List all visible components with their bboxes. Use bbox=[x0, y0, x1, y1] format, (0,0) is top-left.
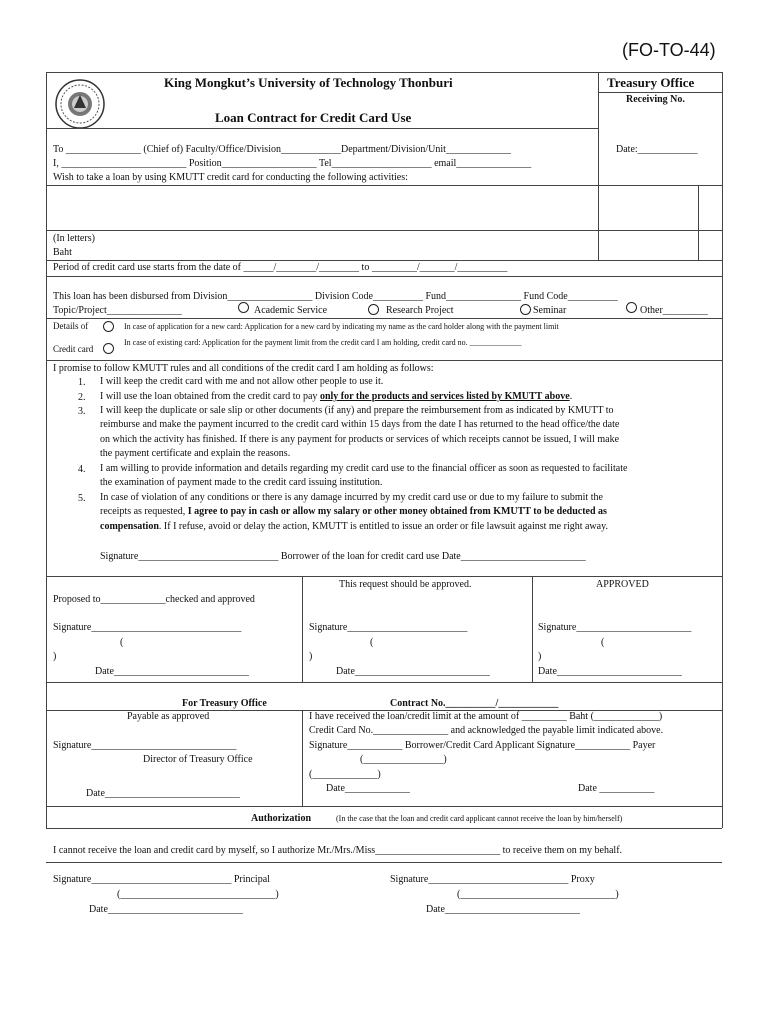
approver-3-signature[interactable]: Signature_______________________ bbox=[538, 622, 692, 633]
new-card-option: In case of application for a new card: Application for a new card by indicating my name as the card holder along with the payment limit bbox=[124, 322, 559, 331]
promise-intro: I promise to follow KMUTT rules and all conditions of the credit card I am holding as follows: bbox=[53, 363, 434, 374]
principal-name[interactable]: (_______________________________) bbox=[117, 889, 279, 900]
amount-line bbox=[46, 260, 722, 261]
promise-item-4-line-1: I am willing to provide information and details regarding my credit card use to the financial officer as soon as requested to facilitate bbox=[100, 463, 628, 474]
authorization-bottom-line bbox=[46, 862, 722, 863]
treasury-date[interactable]: Date___________________________ bbox=[86, 788, 240, 799]
proxy-signature[interactable]: Signature____________________________ Proxy bbox=[390, 874, 595, 885]
date-field[interactable]: Date:____________ bbox=[616, 144, 698, 155]
treasury-bottom-line bbox=[46, 806, 722, 807]
approver-3-paren-open: ( bbox=[601, 637, 605, 648]
university-seal-icon bbox=[54, 78, 106, 130]
approver-1-paren-open: ( bbox=[120, 637, 124, 648]
existing-card-radio[interactable] bbox=[103, 343, 114, 354]
university-name: King Mongkut’s University of Technology Thonburi bbox=[164, 75, 453, 90]
promise-item-4-line-2: the examination of payment made to the credit card issuing institution. bbox=[100, 477, 383, 488]
promise-item-3-line-2: reimburse and make the payment incurred to the credit card within 15 days from the date I has returned to the head office/the date bbox=[100, 419, 620, 430]
item-number-1: 1. bbox=[78, 377, 86, 388]
treasury-divider-mid bbox=[302, 710, 303, 806]
promise-item-5-line-1: In case of violation of any conditions or there is any damage incurred by my credit card use or due to my failure to submit the bbox=[100, 492, 603, 503]
received-paren-a: (________________) bbox=[360, 754, 447, 765]
approver-2-date[interactable]: Date___________________________ bbox=[336, 666, 490, 677]
item-number-3: 3. bbox=[78, 406, 86, 417]
item-number-2: 2. bbox=[78, 392, 86, 403]
should-approve-label: This request should be approved. bbox=[339, 579, 472, 590]
promise-item-5-end: . If I refuse, avoid or delay the action, KMUTT is entitled to issue an order or file lawsuit against me right away. bbox=[158, 521, 608, 532]
authorization-line bbox=[46, 828, 722, 829]
director-label: Director of Treasury Office bbox=[143, 754, 253, 765]
authorization-text[interactable]: I cannot receive the loan and credit card by myself, so I authorize Mr./Mrs./Miss_________________________ to receive them on my behalf. bbox=[53, 845, 623, 856]
approver-3-paren-close: ) bbox=[538, 651, 542, 662]
applicant-line-2[interactable]: I, _________________________ Position___________________ Tel____________________ email_______________ bbox=[53, 158, 532, 169]
promise-item-2-emphasis: only for the products and services listed by KMUTT above bbox=[319, 391, 570, 402]
other-label: Other_________ bbox=[640, 305, 708, 316]
period-bottom-line bbox=[46, 276, 722, 277]
title-underline bbox=[46, 128, 598, 129]
new-card-radio[interactable] bbox=[103, 321, 114, 332]
form-code: (FO-TO-44) bbox=[622, 40, 716, 60]
item-number-4: 4. bbox=[78, 464, 86, 475]
received-line-2[interactable]: Credit Card No._______________ and acknowledged the payable limit indicated above. bbox=[309, 725, 664, 736]
proposed-to[interactable]: Proposed to_____________checked and approved bbox=[53, 594, 255, 605]
treasury-divider bbox=[598, 72, 599, 260]
form-title: Loan Contract for Credit Card Use bbox=[215, 110, 412, 125]
promise-item-1: I will keep the credit card with me and not allow other people to use it. bbox=[100, 376, 384, 387]
approver-2-signature[interactable]: Signature________________________ bbox=[309, 622, 468, 633]
principal-signature[interactable]: Signature____________________________ Principal bbox=[53, 874, 270, 885]
promise-bottom-line bbox=[46, 576, 722, 577]
promise-item-5-emphasis: I agree to pay in cash or allow my salary or other money obtained from KMUTT to be deducted as bbox=[187, 506, 607, 517]
seminar-radio[interactable] bbox=[520, 304, 531, 315]
approval-divider-2 bbox=[532, 576, 533, 682]
received-line-3[interactable]: Signature___________ Borrower/Credit Card Applicant Signature___________ Payer bbox=[309, 740, 656, 751]
treasury-signature[interactable]: Signature_____________________________ bbox=[53, 740, 237, 751]
approval-bottom-line bbox=[46, 682, 722, 683]
promise-item-5-compensation: compensation bbox=[100, 521, 159, 532]
disbursement-bottom-line bbox=[46, 318, 722, 319]
received-date-b[interactable]: Date ___________ bbox=[578, 783, 655, 794]
academic-service-radio[interactable] bbox=[238, 302, 249, 313]
frame-top bbox=[46, 72, 722, 73]
received-date-a[interactable]: Date_____________ bbox=[326, 783, 410, 794]
in-letters-label: (In letters) bbox=[53, 233, 95, 244]
approver-2-paren-open: ( bbox=[370, 637, 374, 648]
for-treasury-office: For Treasury Office bbox=[182, 698, 267, 709]
payable-label: Payable as approved bbox=[127, 711, 210, 722]
applicant-line-1[interactable]: To _______________ (Chief of) Faculty/Office/Division____________Department/Division/Unit_____________ bbox=[53, 144, 511, 155]
approver-3-date[interactable]: Date_________________________ bbox=[538, 666, 682, 677]
promise-item-3-line-4: the payment certificate and explain the reasons. bbox=[100, 448, 291, 459]
topic-project-field[interactable]: Topic/Project_______________ bbox=[53, 305, 182, 316]
approver-1-date[interactable]: Date___________________________ bbox=[95, 666, 249, 677]
credit-card-label: Credit card bbox=[53, 344, 94, 354]
approver-1-signature[interactable]: Signature______________________________ bbox=[53, 622, 242, 633]
proxy-date[interactable]: Date___________________________ bbox=[426, 904, 580, 915]
promise-item-2-text: I will use the loan obtained from the credit card to pay bbox=[100, 391, 320, 402]
treasury-divider-right bbox=[698, 185, 699, 260]
receiving-no-label: Receiving No. bbox=[626, 94, 685, 105]
seminar-label: Seminar bbox=[533, 305, 567, 316]
approver-2-paren-close: ) bbox=[309, 651, 313, 662]
authorization-title: Authorization bbox=[251, 813, 311, 824]
baht-label: Baht bbox=[53, 247, 72, 258]
treasury-line bbox=[598, 92, 722, 93]
credit-card-bottom-line bbox=[46, 360, 722, 361]
other-radio[interactable] bbox=[626, 302, 637, 313]
disbursement-line[interactable]: This loan has been disbursed from Division_________________ Division Code__________ Fund_______________ Fund Code__________ bbox=[53, 291, 618, 302]
promise-item-5-line-2 bbox=[100, 505, 607, 520]
promise-item-3-line-3: on which the activity has finished. If there is any payment for products or services of which receipts cannot be issued, I will make bbox=[100, 434, 620, 445]
approval-divider-1 bbox=[302, 576, 303, 682]
principal-date[interactable]: Date___________________________ bbox=[89, 904, 243, 915]
received-line-1[interactable]: I have received the loan/credit limit at the amount of _________ Baht (_____________) bbox=[309, 711, 663, 722]
borrower-signature[interactable]: Signature____________________________ Borrower of the loan for credit card use Date_________________________ bbox=[100, 551, 586, 562]
proxy-name[interactable]: (_______________________________) bbox=[457, 889, 619, 900]
activities-bottom-line bbox=[46, 230, 722, 231]
research-project-radio[interactable] bbox=[368, 304, 379, 315]
approved-label: APPROVED bbox=[596, 579, 649, 590]
period-line[interactable]: Period of credit card use starts from the date of ______/________/________ to _________/_______/__________ bbox=[53, 262, 508, 273]
promise-item-2 bbox=[100, 390, 572, 405]
received-paren-b: (_____________) bbox=[309, 769, 381, 780]
activities-top-line bbox=[46, 185, 722, 186]
treasury-office-label: Treasury Office bbox=[607, 75, 695, 90]
authorization-note: (In the case that the loan and credit card applicant cannot receive the loan by him/herself) bbox=[336, 814, 623, 823]
existing-card-option: In case of existing card: Application for the payment limit from the credit card I am holding, credit card no. _____________ bbox=[124, 338, 522, 347]
promise-item-5-line-3 bbox=[100, 520, 608, 535]
approver-1-paren-close: ) bbox=[53, 651, 57, 662]
academic-service-label: Academic Service bbox=[254, 305, 328, 316]
frame-right bbox=[722, 72, 723, 828]
item-number-5: 5. bbox=[78, 493, 86, 504]
activities-intro: Wish to take a loan by using KMUTT credit card for conducting the following activities: bbox=[53, 172, 408, 183]
promise-item-2-end: . bbox=[569, 391, 573, 402]
promise-item-5-text: receipts as requested, bbox=[100, 506, 188, 517]
promise-item-3-line-1: I will keep the duplicate or sale slip or other documents (if any) and prepare the reimbursement from as indicated by KMUTT to bbox=[100, 405, 614, 416]
details-of-label: Details of bbox=[53, 321, 89, 331]
research-project-label: Research Project bbox=[386, 305, 454, 316]
contract-no[interactable]: Contract No.__________/____________ bbox=[390, 698, 559, 709]
